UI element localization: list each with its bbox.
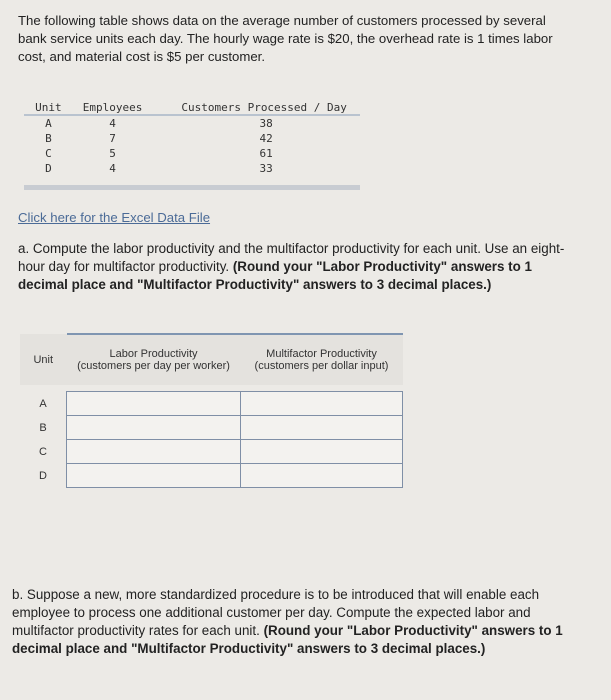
labor-productivity-input[interactable] — [67, 392, 241, 416]
answer-row — [20, 392, 403, 416]
col-header-employees: Employees — [73, 100, 152, 115]
multifactor-productivity-input[interactable] — [241, 464, 403, 488]
cell-employees: 7 — [109, 132, 116, 145]
answer-header-labor — [67, 334, 241, 385]
table-row — [24, 115, 360, 131]
cell-unit: A — [45, 117, 52, 130]
answer-unit-label: A — [39, 397, 47, 410]
labor-input-c[interactable] — [67, 440, 240, 463]
cell-customers: 38 — [259, 117, 273, 130]
problem-intro: The following table shows data on the average number of customers processed by several bank service units each day. The hourly wage rate is $20, the overhead rate is 1 times labor cost, and material cost is $5 per customer. — [18, 13, 553, 64]
multi-header-units: (customers per dollar input) — [254, 360, 389, 372]
answer-row — [20, 416, 403, 440]
labor-header-title: Labor Productivity — [109, 348, 198, 360]
cell-customers: 42 — [259, 132, 273, 145]
part-a-text: a. Compute the labor productivity and the multifactor productivity for each unit. Use an eight-hour day for multifactor productivity. — [18, 241, 565, 274]
multi-input-c[interactable] — [241, 440, 402, 463]
answer-table — [20, 333, 403, 488]
cell-employees: 4 — [109, 162, 116, 175]
part-b-rounding-note: (Round your "Labor Productivity" answers to 1 decimal place and "Multifactor Productivity" answers to 3 decimal places.) — [12, 623, 563, 656]
answer-unit-label: C — [39, 445, 47, 458]
cell-unit: B — [45, 132, 52, 145]
cell-unit: D — [45, 162, 52, 175]
answer-header-unit: Unit — [20, 334, 67, 385]
answer-header-multifactor — [241, 334, 403, 385]
multifactor-productivity-input[interactable] — [241, 416, 403, 440]
labor-input-a[interactable] — [67, 392, 240, 415]
part-a-rounding-note: (Round your "Labor Productivity" answers to 1 decimal place and "Multifactor Productivity" answers to 3 decimal places.) — [18, 259, 532, 292]
answer-unit-label: B — [39, 421, 47, 434]
data-table — [24, 100, 360, 190]
answer-row — [20, 440, 403, 464]
table-row — [24, 161, 360, 176]
excel-data-link[interactable]: Click here for the Excel Data File — [18, 210, 211, 225]
part-b-text: b. Suppose a new, more standardized procedure is to be introduced that will enable each employee to process one additional customer per day. Compute the expected labor and multifactor productivity rates for each unit. — [12, 587, 540, 638]
question-part-a — [18, 240, 578, 294]
labor-input-b[interactable] — [67, 416, 240, 439]
multi-input-a[interactable] — [241, 392, 402, 415]
question-part-b — [12, 586, 592, 658]
cell-customers: 61 — [259, 147, 273, 160]
cell-employees: 4 — [109, 117, 116, 130]
cell-employees: 5 — [109, 147, 116, 160]
labor-productivity-input[interactable] — [67, 416, 241, 440]
cell-unit: C — [45, 147, 52, 160]
multifactor-productivity-input[interactable] — [241, 392, 403, 416]
labor-productivity-input[interactable] — [67, 464, 241, 488]
multifactor-productivity-input[interactable] — [241, 440, 403, 464]
table-footer-bar — [24, 176, 360, 188]
answer-row — [20, 464, 403, 488]
cell-customers: 33 — [259, 162, 273, 175]
table-row — [24, 131, 360, 146]
col-header-customers: Customers Processed / Day — [152, 100, 360, 115]
multi-header-title: Multifactor Productivity — [266, 348, 377, 360]
answer-unit-label: D — [39, 469, 47, 482]
table-row — [24, 146, 360, 161]
labor-header-units: (customers per day per worker) — [77, 360, 230, 372]
col-header-unit: Unit — [24, 100, 73, 115]
labor-productivity-input[interactable] — [67, 440, 241, 464]
labor-input-d[interactable] — [67, 464, 240, 487]
multi-input-d[interactable] — [241, 464, 402, 487]
multi-input-b[interactable] — [241, 416, 402, 439]
